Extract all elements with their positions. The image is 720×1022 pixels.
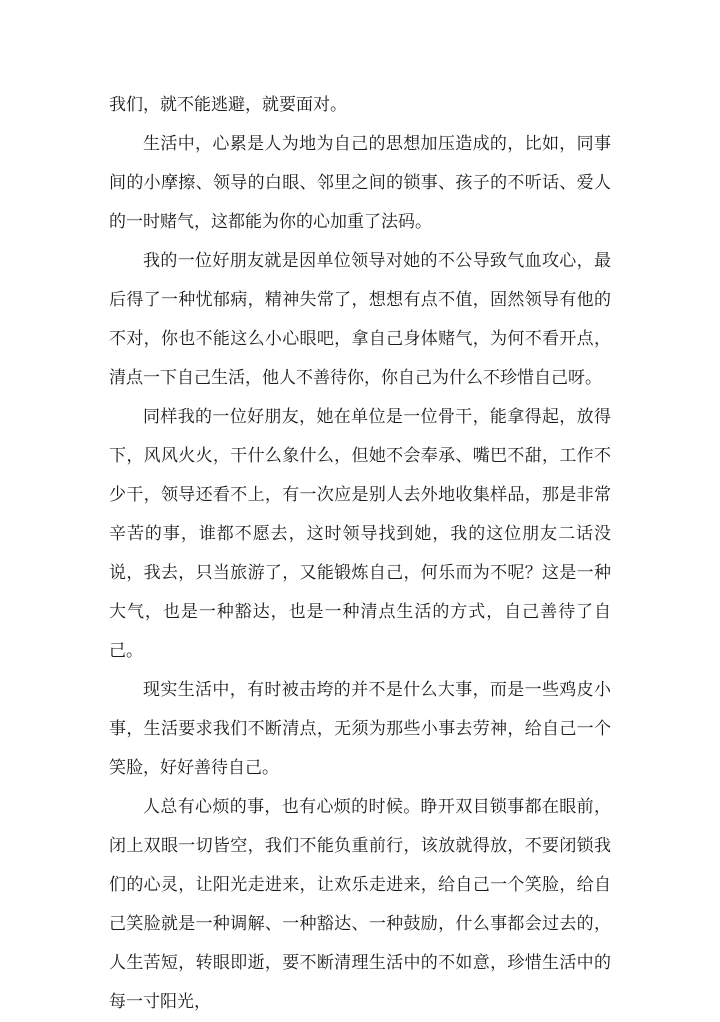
article-body: [109, 86, 611, 1022]
paragraph-2: 生活中，心累是人为地为自己的思想加压造成的，比如，同事间的小摩擦、领导的白眼、邻里之间的锁事、孩子的不听话、爱人的一时赌气，这都能为你的心加重了法码。: [109, 134, 611, 232]
paragraph-6: 人总有心烦的事，也有心烦的时候。睁开双目锁事都在眼前，闭上双眼一切皆空，我们不能负重前行，该放就得放，不要闭锁我们的心灵，让阳光走进来，让欢乐走进来，给自己一个笑脸，给自己笑脸就是一种调解、一种豁达、一种鼓励，什么事都会过去的，人生苦短，转眼即逝，要不断清理生活中的不如意，珍惜生活中的每一寸阳光，: [109, 797, 611, 1012]
paragraph-1: 我们，就不能逃避，就要面对。: [109, 95, 347, 115]
paragraph-3: 我的一位好朋友就是因单位领导对她的不公导致气血攻心，最后得了一种忧郁病，精神失常了，想想有点不值，固然领导有他的不对，你也不能这么小心眼吧，拿自己身体赌气，为何不看开点，清点一下自己生活，他人不善待你，你自己为什么不珍惜自己呀。: [109, 251, 611, 388]
paragraph-4: 同样我的一位好朋友，她在单位是一位骨干，能拿得起，放得下，风风火火，干什么象什么，但她不会奉承、嘴巴不甜，工作不少干，领导还看不上，有一次应是别人去外地收集样品，那是非常辛苦的事，谁都不愿去，这时领导找到她，我的这位朋友二话没说，我去，只当旅游了，又能锻炼自己，何乐而为不呢？这是一种大气，也是一种豁达，也是一种清点生活的方式，自己善待了自己。: [109, 407, 611, 661]
paragraph-5: 现实生活中，有时被击垮的并不是什么大事，而是一些鸡皮小事，生活要求我们不断清点，无须为那些小事去劳神，给自己一个笑脸，好好善待自己。: [109, 680, 611, 778]
